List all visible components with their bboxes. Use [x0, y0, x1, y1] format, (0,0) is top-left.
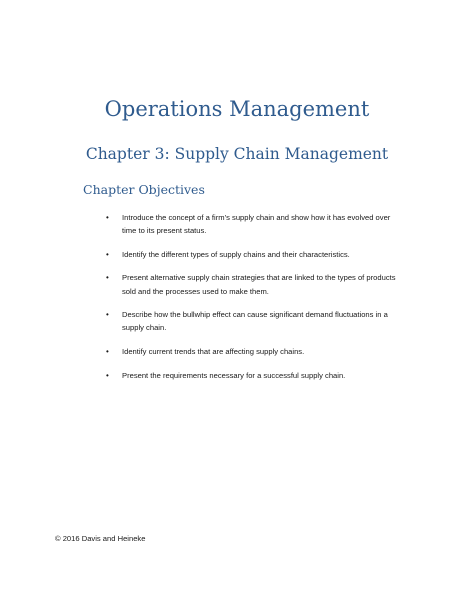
- bullet-icon: •: [106, 249, 109, 259]
- chapter-title: Chapter 3: Supply Chain Management: [85, 145, 389, 163]
- list-item: [106, 248, 406, 261]
- list-item: [106, 345, 406, 358]
- list-item: [106, 271, 406, 297]
- bullet-icon: •: [106, 273, 109, 283]
- bullet-icon: •: [106, 310, 109, 320]
- list-item: [106, 369, 406, 382]
- list-item: [106, 211, 406, 237]
- section-heading: Chapter Objectives: [83, 182, 205, 197]
- objective-text: Present alternative supply chain strategies that are linked to the types of products sold and the processes used to make them.: [122, 273, 396, 296]
- list-item: [106, 308, 406, 334]
- objectives-list: [106, 211, 406, 392]
- copyright-footer: © 2016 Davis and Heineke: [55, 534, 146, 543]
- bullet-icon: •: [106, 370, 109, 380]
- document-title: Operations Management: [104, 97, 370, 121]
- objective-text: Present the requirements necessary for a successful supply chain.: [122, 370, 346, 380]
- objective-text: Identify the different types of supply chains and their characteristics.: [122, 249, 350, 259]
- objective-text: Identify current trends that are affecting supply chains.: [122, 346, 305, 356]
- objective-text: Introduce the concept of a firm’s supply chain and show how it has evolved over time to its present status.: [122, 213, 391, 236]
- bullet-icon: •: [106, 213, 109, 222]
- objective-text: Describe how the bullwhip effect can cause significant demand fluctuations in a supply chain.: [122, 310, 388, 333]
- bullet-icon: •: [106, 346, 109, 356]
